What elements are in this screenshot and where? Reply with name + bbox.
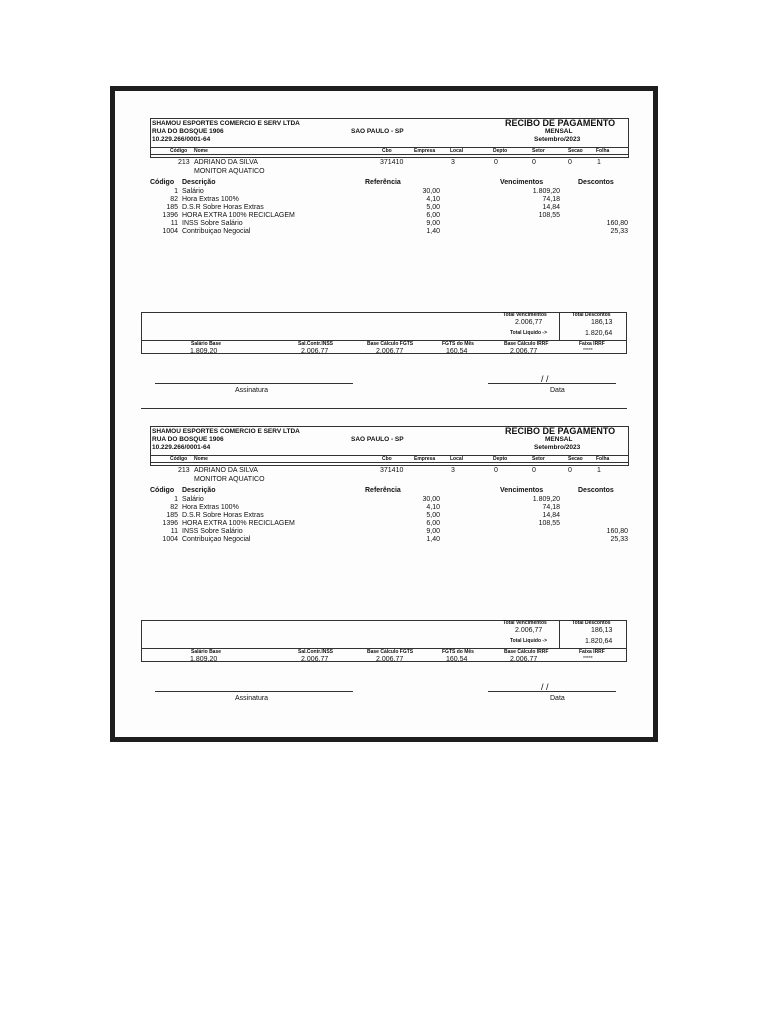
col-folha: Folha [596, 456, 610, 462]
col-setor: Setor [532, 148, 545, 154]
base-label-fgts: Base Cálculo FGTS [367, 649, 414, 655]
employee-folha: 1 [597, 467, 601, 474]
company-cnpj: 10.229.266/0001-64 [152, 444, 211, 451]
item-vencimentos: 14,84 [542, 204, 560, 211]
company-name: SHAMOU ESPORTES COMERCIO E SERV LTDA [152, 428, 300, 435]
col-nome: Nome [194, 456, 208, 462]
total-descontos-label: Total Descontos [572, 312, 611, 318]
employee-codigo: 213 [178, 159, 190, 166]
item-codigo: 82 [170, 504, 178, 511]
total-descontos-value: 186,13 [591, 319, 613, 326]
document-type: MENSAL [545, 436, 573, 443]
col-local: Local [450, 456, 464, 462]
base-value-faixa: ***** [583, 656, 593, 662]
date-line [488, 691, 616, 692]
signature-line [155, 691, 353, 692]
item-vencimentos: 14,84 [542, 512, 560, 519]
col-local: Local [450, 148, 464, 154]
employee-name: ADRIANO DA SILVA [194, 159, 258, 166]
date-slashes: / / [541, 374, 549, 384]
base-label-salario: Salário Base [191, 649, 222, 655]
company-address: RUA DO BOSQUE 1906 [152, 436, 224, 443]
item-codigo: 82 [170, 196, 178, 203]
scanned-document-frame [110, 86, 658, 742]
employee-folha: 1 [597, 159, 601, 166]
base-label-irrf: Base Cálculo IRRF [504, 649, 549, 655]
item-row [150, 188, 630, 196]
total-vencimentos-value: 2.006,77 [515, 319, 543, 326]
total-vencimentos-label: Total Vencimentos [503, 620, 547, 626]
item-descontos: 160,80 [606, 528, 628, 535]
items-list [150, 496, 630, 544]
item-vencimentos: 1.809,20 [532, 496, 560, 503]
item-referencia: 30,00 [422, 188, 440, 195]
col-codigo: Código [170, 456, 188, 462]
col-nome: Nome [194, 148, 208, 154]
col-cbo: Cbo [382, 148, 392, 154]
item-codigo: 1004 [162, 228, 178, 235]
item-descricao: Hora Extras 100% [182, 504, 239, 511]
items-header-referencia: Referência [365, 179, 401, 186]
header-divider [150, 154, 629, 155]
base-value-irrf: 2.006,77 [510, 348, 538, 355]
employee-role: MONITOR AQUATICO [194, 168, 265, 175]
item-descontos: 25,33 [610, 536, 628, 543]
col-depto: Depto [493, 148, 508, 154]
item-codigo: 11 [170, 528, 178, 535]
items-header-codigo: Código [150, 179, 175, 186]
signature-label: Assinatura [235, 387, 269, 394]
employee-secao: 0 [568, 467, 572, 474]
item-referencia: 6,00 [426, 212, 440, 219]
item-row [150, 204, 630, 212]
item-referencia: 5,00 [426, 512, 440, 519]
item-row [150, 220, 630, 228]
item-codigo: 1004 [162, 536, 178, 543]
col-empresa: Empresa [414, 456, 436, 462]
item-descricao: INSS Sobre Salário [182, 220, 243, 227]
document-period: Setembro/2023 [534, 136, 581, 143]
total-descontos-label: Total Descontos [572, 620, 611, 626]
item-codigo: 1 [174, 188, 178, 195]
item-descricao: Salário [182, 188, 204, 195]
items-header-vencimentos: Vencimentos [500, 487, 544, 494]
date-line [488, 383, 616, 384]
items-header-descontos: Descontos [578, 179, 614, 186]
employee-codigo: 213 [178, 467, 190, 474]
item-referencia: 1,40 [426, 536, 440, 543]
total-liquido-label: Total Liquido -> [510, 330, 547, 336]
company-city: SAO PAULO - SP [351, 128, 404, 135]
signature-line [155, 383, 353, 384]
item-vencimentos: 74,18 [542, 504, 560, 511]
date-label: Data [550, 695, 565, 702]
item-descricao: INSS Sobre Salário [182, 528, 243, 535]
item-row [150, 536, 630, 544]
col-depto: Depto [493, 456, 508, 462]
item-codigo: 11 [170, 220, 178, 227]
item-referencia: 5,00 [426, 204, 440, 211]
item-descricao: HORA EXTRA 100% RECICLAGEM [182, 212, 295, 219]
base-label-salario: Salário Base [191, 341, 222, 347]
base-value-salario: 1.809,20 [190, 348, 218, 355]
item-referencia: 4,10 [426, 504, 440, 511]
item-descricao: Hora Extras 100% [182, 196, 239, 203]
employee-depto: 0 [532, 159, 536, 166]
item-descricao: Contribuiçao Negocial [182, 228, 251, 235]
item-codigo: 1396 [162, 520, 178, 527]
total-vencimentos-label: Total Vencimentos [503, 312, 547, 318]
item-row [150, 520, 630, 528]
base-label-fgts-mes: FGTS do Mês [442, 341, 474, 347]
item-referencia: 9,00 [426, 220, 440, 227]
base-value-fgts: 2.006,77 [376, 656, 404, 663]
item-vencimentos: 108,55 [538, 212, 560, 219]
document-period: Setembro/2023 [534, 444, 581, 451]
employee-cbo: 371410 [380, 467, 404, 474]
employee-depto: 0 [532, 467, 536, 474]
total-liquido-label: Total Liquido -> [510, 638, 547, 644]
item-descricao: D.S.R Sobre Horas Extras [182, 204, 264, 211]
col-codigo: Código [170, 148, 188, 154]
col-secao: Secao [568, 148, 583, 154]
item-referencia: 6,00 [426, 520, 440, 527]
item-descricao: HORA EXTRA 100% RECICLAGEM [182, 520, 295, 527]
employee-secao: 0 [568, 159, 572, 166]
base-value-inss: 2.006,77 [301, 348, 329, 355]
item-row [150, 212, 630, 220]
document-type: MENSAL [545, 128, 573, 135]
base-label-fgts-mes: FGTS do Mês [442, 649, 474, 655]
base-label-faixa: Faixa IRRF [579, 649, 605, 655]
items-list [150, 188, 630, 236]
employee-local: 0 [494, 467, 498, 474]
employee-cbo: 371410 [380, 159, 404, 166]
employee-role: MONITOR AQUATICO [194, 476, 265, 483]
signature-label: Assinatura [235, 695, 269, 702]
item-row [150, 512, 630, 520]
base-value-inss: 2.006,77 [301, 656, 329, 663]
item-row [150, 504, 630, 512]
col-empresa: Empresa [414, 148, 436, 154]
item-descricao: Contribuiçao Negocial [182, 536, 251, 543]
receipt-first-copy [115, 91, 653, 394]
item-vencimentos: 1.809,20 [532, 188, 560, 195]
item-referencia: 30,00 [422, 496, 440, 503]
base-value-fgts-mes: 160,54 [446, 348, 468, 355]
document-title: RECIBO DE PAGAMENTO [505, 426, 616, 436]
item-row [150, 228, 630, 236]
item-referencia: 4,10 [426, 196, 440, 203]
item-vencimentos: 108,55 [538, 520, 560, 527]
base-value-fgts: 2.006,77 [376, 348, 404, 355]
header-divider [150, 462, 629, 463]
company-name: SHAMOU ESPORTES COMERCIO E SERV LTDA [152, 120, 300, 127]
total-vencimentos-value: 2.006,77 [515, 627, 543, 634]
base-value-faixa: ***** [583, 348, 593, 354]
paper-sheet [115, 91, 653, 737]
base-label-inss: Sal.Contr.INSS [298, 341, 334, 347]
base-label-fgts: Base Cálculo FGTS [367, 341, 414, 347]
item-codigo: 1396 [162, 212, 178, 219]
col-setor: Setor [532, 456, 545, 462]
employee-local: 0 [494, 159, 498, 166]
base-label-irrf: Base Cálculo IRRF [504, 341, 549, 347]
date-slashes: / / [541, 682, 549, 692]
col-secao: Secao [568, 456, 583, 462]
base-value-fgts-mes: 160,54 [446, 656, 468, 663]
items-header-descricao: Descrição [182, 487, 216, 494]
item-codigo: 185 [166, 512, 178, 519]
base-value-irrf: 2.006,77 [510, 656, 538, 663]
totals-vertical-divider [559, 620, 560, 648]
col-folha: Folha [596, 148, 610, 154]
item-row [150, 528, 630, 536]
employee-empresa: 3 [451, 159, 455, 166]
items-header-referencia: Referência [365, 487, 401, 494]
company-cnpj: 10.229.266/0001-64 [152, 136, 211, 143]
base-label-inss: Sal.Contr.INSS [298, 649, 334, 655]
item-descontos: 160,80 [606, 220, 628, 227]
company-city: SAO PAULO - SP [351, 436, 404, 443]
total-liquido-value: 1.820,64 [585, 638, 613, 645]
item-vencimentos: 74,18 [542, 196, 560, 203]
item-descontos: 25,33 [610, 228, 628, 235]
item-referencia: 9,00 [426, 528, 440, 535]
totals-vertical-divider [559, 312, 560, 340]
item-referencia: 1,40 [426, 228, 440, 235]
total-descontos-value: 186,13 [591, 627, 613, 634]
item-descricao: Salário [182, 496, 204, 503]
date-label: Data [550, 387, 565, 394]
col-cbo: Cbo [382, 456, 392, 462]
item-row [150, 196, 630, 204]
items-header-descricao: Descrição [182, 179, 216, 186]
items-header-vencimentos: Vencimentos [500, 179, 544, 186]
company-address: RUA DO BOSQUE 1906 [152, 128, 224, 135]
employee-name: ADRIANO DA SILVA [194, 467, 258, 474]
items-header-descontos: Descontos [578, 487, 614, 494]
item-descricao: D.S.R Sobre Horas Extras [182, 512, 264, 519]
item-codigo: 185 [166, 204, 178, 211]
base-label-faixa: Faixa IRRF [579, 341, 605, 347]
item-codigo: 1 [174, 496, 178, 503]
document-title: RECIBO DE PAGAMENTO [505, 118, 616, 128]
total-liquido-value: 1.820,64 [585, 330, 613, 337]
item-row [150, 496, 630, 504]
receipt-second-copy [115, 399, 653, 702]
employee-empresa: 3 [451, 467, 455, 474]
base-value-salario: 1.809,20 [190, 656, 218, 663]
items-header-codigo: Código [150, 487, 175, 494]
